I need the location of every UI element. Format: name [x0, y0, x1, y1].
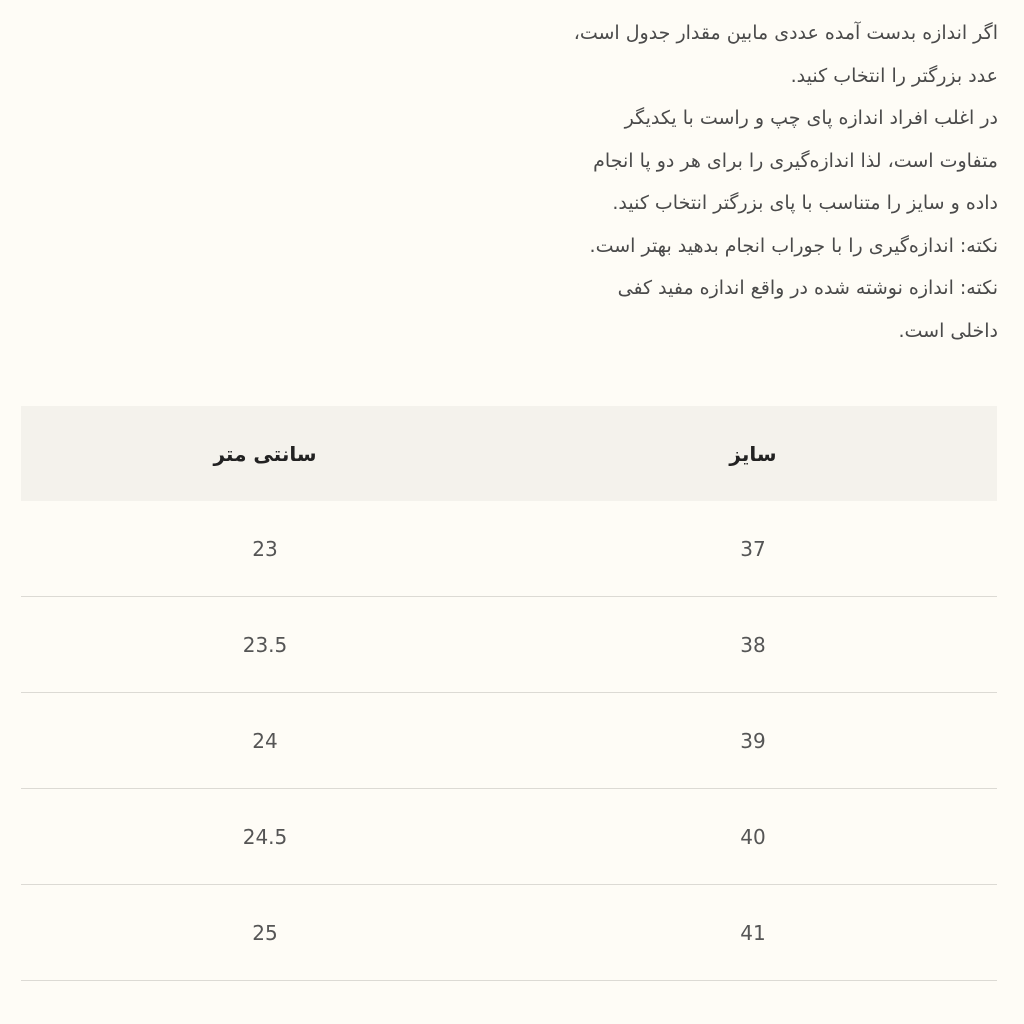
instruction-line: داده و سایز را متناسب با پای بزرگتر انتخاب کنید. — [612, 192, 998, 214]
instruction-line: در اغلب افراد اندازه پای چپ و راست با یکدیگر — [624, 107, 998, 129]
size-cell: 38 — [509, 597, 997, 693]
table-row — [21, 597, 997, 693]
instruction-line: نکته: اندازه نوشته شده در واقع اندازه مفید کفی — [617, 277, 998, 299]
table-header-row — [21, 406, 997, 501]
cm-cell: 25 — [21, 885, 509, 981]
instruction-line: عدد بزرگتر را انتخاب کنید. — [790, 64, 998, 87]
size-column-header: سایز — [509, 406, 997, 501]
table-row — [21, 501, 997, 597]
size-cell: 37 — [509, 501, 997, 597]
instruction-line: اگر اندازه بدست آمده عددی مابین مقدار جدول است، — [573, 22, 998, 44]
size-cell: 39 — [509, 693, 997, 789]
table-row — [21, 885, 997, 981]
size-cell: 40 — [509, 789, 997, 885]
cm-cell: 24 — [21, 693, 509, 789]
size-cell: 41 — [509, 885, 997, 981]
instruction-line: نکته: اندازه‌گیری را با جوراب انجام بدهید بهتر است. — [589, 234, 998, 257]
cm-column-header: سانتی متر — [21, 406, 509, 501]
instruction-line: داخلی است. — [898, 319, 998, 342]
size-chart-table — [21, 406, 997, 981]
cm-cell: 24.5 — [21, 789, 509, 885]
table-row — [21, 789, 997, 885]
table-row — [21, 693, 997, 789]
cm-cell: 23.5 — [21, 597, 509, 693]
instruction-line: متفاوت است، لذا اندازه‌گیری را برای هر دو پا انجام — [593, 149, 998, 172]
cm-cell: 23 — [21, 501, 509, 597]
size-instructions — [478, 12, 998, 352]
